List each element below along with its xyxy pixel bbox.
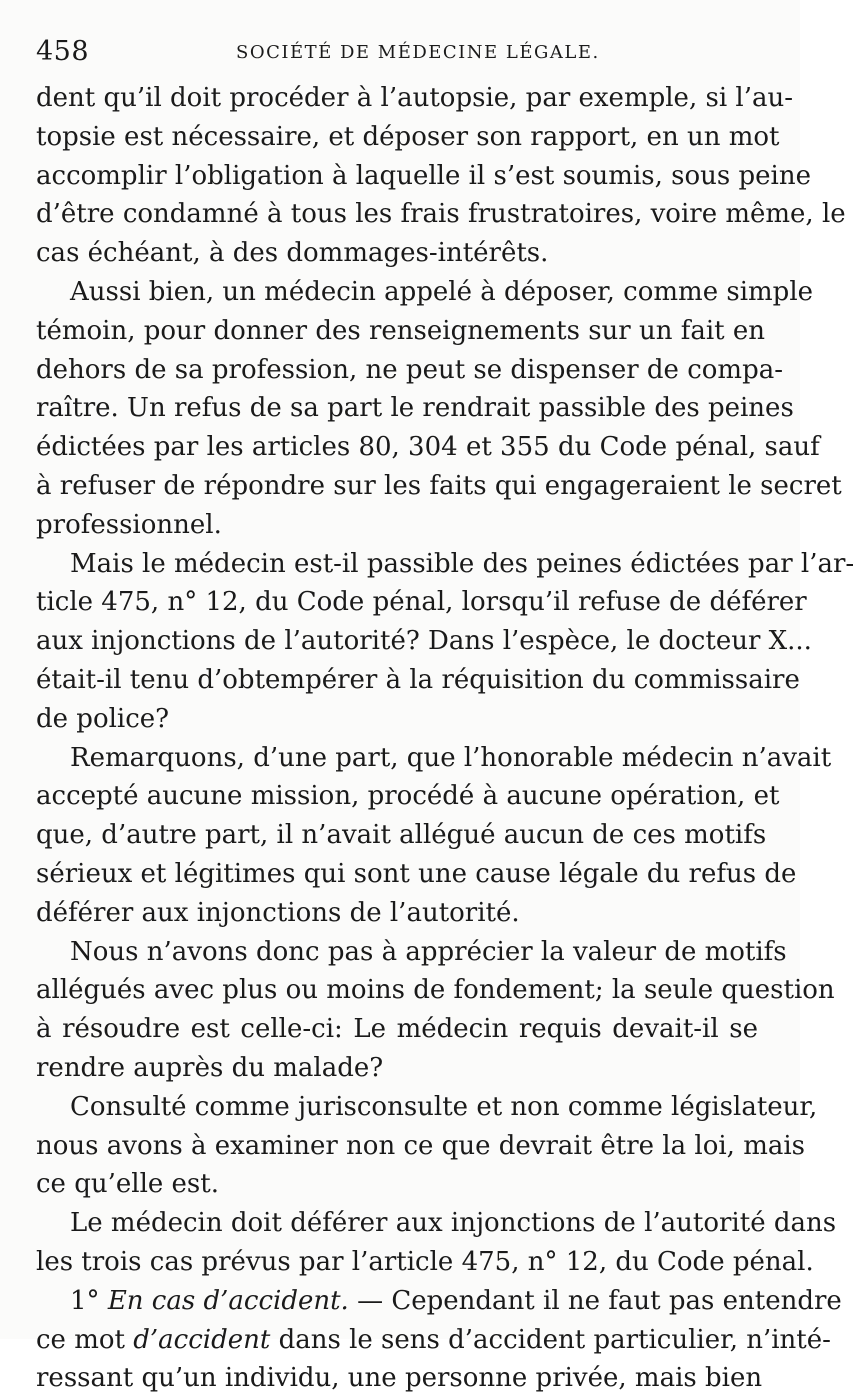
followup-suffix: dans le sens d’accident particulier, n’inté-	[270, 1324, 831, 1355]
italic-accident-word: d’accident	[133, 1324, 271, 1355]
text-line: raître. Un refus de sa part le rendrait passible des peines	[36, 393, 794, 424]
followup-prefix: ce mot	[36, 1324, 134, 1355]
text-line: Nous n’avons donc pas à apprécier la valeur de motifs	[70, 936, 787, 967]
page-number: 458	[36, 36, 90, 67]
text-line: ressant qu’un individu, une personne privée, mais bien	[36, 1363, 763, 1394]
text-line: Le médecin doit déférer aux injonctions de l’autorité dans	[70, 1208, 837, 1239]
text-line: les trois cas prévus par l’article 475, n° 12, du Code pénal.	[36, 1246, 814, 1277]
text-line: dent qu’il doit procéder à l’autopsie, par exemple, si l’au-	[36, 83, 794, 113]
text-line: dehors de sa profession, ne peut se dispenser de compa-	[36, 354, 784, 385]
text-line: accomplir l’obligation à laquelle il s’est soumis, sous peine	[36, 160, 811, 191]
text-line: déférer aux injonctions de l’autorité.	[36, 897, 520, 928]
text-line: édictées par les articles 80, 304 et 355 du Code pénal, sauf	[36, 432, 820, 463]
text-line: rendre auprès du malade?	[36, 1052, 384, 1083]
text-line: accepté aucune mission, procédé à aucune opération, et	[36, 781, 780, 812]
text-line: Consulté comme jurisconsulte et non comme législateur,	[70, 1091, 818, 1122]
text-line: professionnel.	[36, 509, 222, 540]
text-line: aux injonctions de l’autorité? Dans l’espèce, le docteur X...	[36, 626, 812, 657]
running-head: SOCIÉTÉ DE MÉDECINE LÉGALE.	[236, 42, 600, 63]
accident-followup-line	[36, 1321, 831, 1360]
text-line: de police?	[36, 703, 170, 734]
accident-line	[36, 1282, 842, 1321]
italic-heading: En cas d’accident.	[107, 1285, 349, 1316]
text-line: cas échéant, à des dommages-intérêts.	[36, 238, 549, 269]
text-line: nous avons à examiner non ce que devrait être la loi, mais	[36, 1130, 806, 1161]
body-text	[36, 79, 854, 1398]
text-line: d’être condamné à tous les frais frustratoires, voire même, le	[36, 199, 846, 230]
section-number: 1°	[70, 1285, 100, 1316]
text-line: que, d’autre part, il n’avait allégué aucun de ces motifs	[36, 820, 767, 851]
text-line: topsie est nécessaire, et déposer son rapport, en un mot	[36, 121, 780, 152]
text-line: ticle 475, n° 12, du Code pénal, lorsqu’il refuse de déférer	[36, 587, 807, 618]
text-line: à refuser de répondre sur les faits qui engageraient le secret	[36, 470, 842, 501]
page-header	[36, 34, 776, 74]
text-line: Mais le médecin est-il passible des peines édictées par l’ar-	[70, 548, 854, 579]
text-line: allégués avec plus ou moins de fondement; la seule question	[36, 975, 835, 1006]
accident-line-rest: — Cependant il ne faut pas entendre	[348, 1285, 842, 1316]
text-line: témoin, pour donner des renseignements sur un fait en	[36, 315, 766, 346]
text-line: à résoudre est celle-ci: Le médecin requis devait-il se	[36, 1014, 758, 1045]
text-line: Remarquons, d’une part, que l’honorable médecin n’avait	[70, 742, 832, 773]
text-line: Aussi bien, un médecin appelé à déposer, comme simple	[70, 276, 814, 307]
text-line: ce qu’elle est.	[36, 1169, 219, 1200]
text-line: sérieux et légitimes qui sont une cause légale du refus de	[36, 858, 797, 889]
text-line: était-il tenu d’obtempérer à la réquisition du commissaire	[36, 664, 800, 695]
